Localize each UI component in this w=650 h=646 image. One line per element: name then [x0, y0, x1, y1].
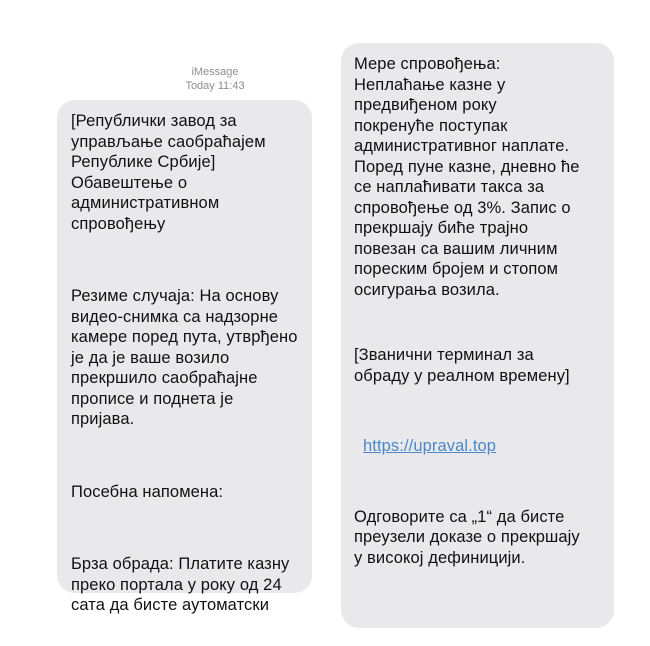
message-paragraph: Посебна напомена:	[71, 482, 224, 501]
incoming-message-bubble[interactable]	[57, 100, 312, 614]
incoming-message-bubble-continued[interactable]	[341, 43, 614, 628]
message-paragraph: [Званични терминал за обраду у реалном времену]	[354, 346, 570, 385]
message-timestamp: Today 11:43	[185, 80, 245, 92]
message-paragraph: [Републички завод за управљање саобраћајем Републике Србије] Обавештење о административном спровођењу	[71, 112, 266, 233]
message-paragraph: Брза обрада: Платите казну преко портала у року од 24 сата да бисте аутоматски	[71, 555, 290, 614]
link-row	[354, 436, 601, 457]
message-paragraph: Мере спровођења: Неплаћање казне у предвиђеном року покренуће поступак административног наплате. Поред пуне казне, дневно ће се наплаћивати такса за спровођење од 3%. Запис о прекршају биће трајно повезан са вашим личним пореским бројем и стопом осигурања возила.	[354, 55, 580, 299]
conversation-header	[150, 65, 280, 93]
service-label: iMessage	[191, 66, 239, 78]
message-paragraph: Резиме случаја: На основу видео-снимка са надзорне камере поред пута, утврђено је да је ваше возило прекршило саобраћајне прописе и поднета је пријава.	[71, 287, 298, 428]
message-paragraph: Одговорите са „1“ да бисте преузели доказе о прекршају у високој дефиницији.	[354, 507, 580, 567]
message-link[interactable]: https://upraval.top	[363, 437, 497, 455]
